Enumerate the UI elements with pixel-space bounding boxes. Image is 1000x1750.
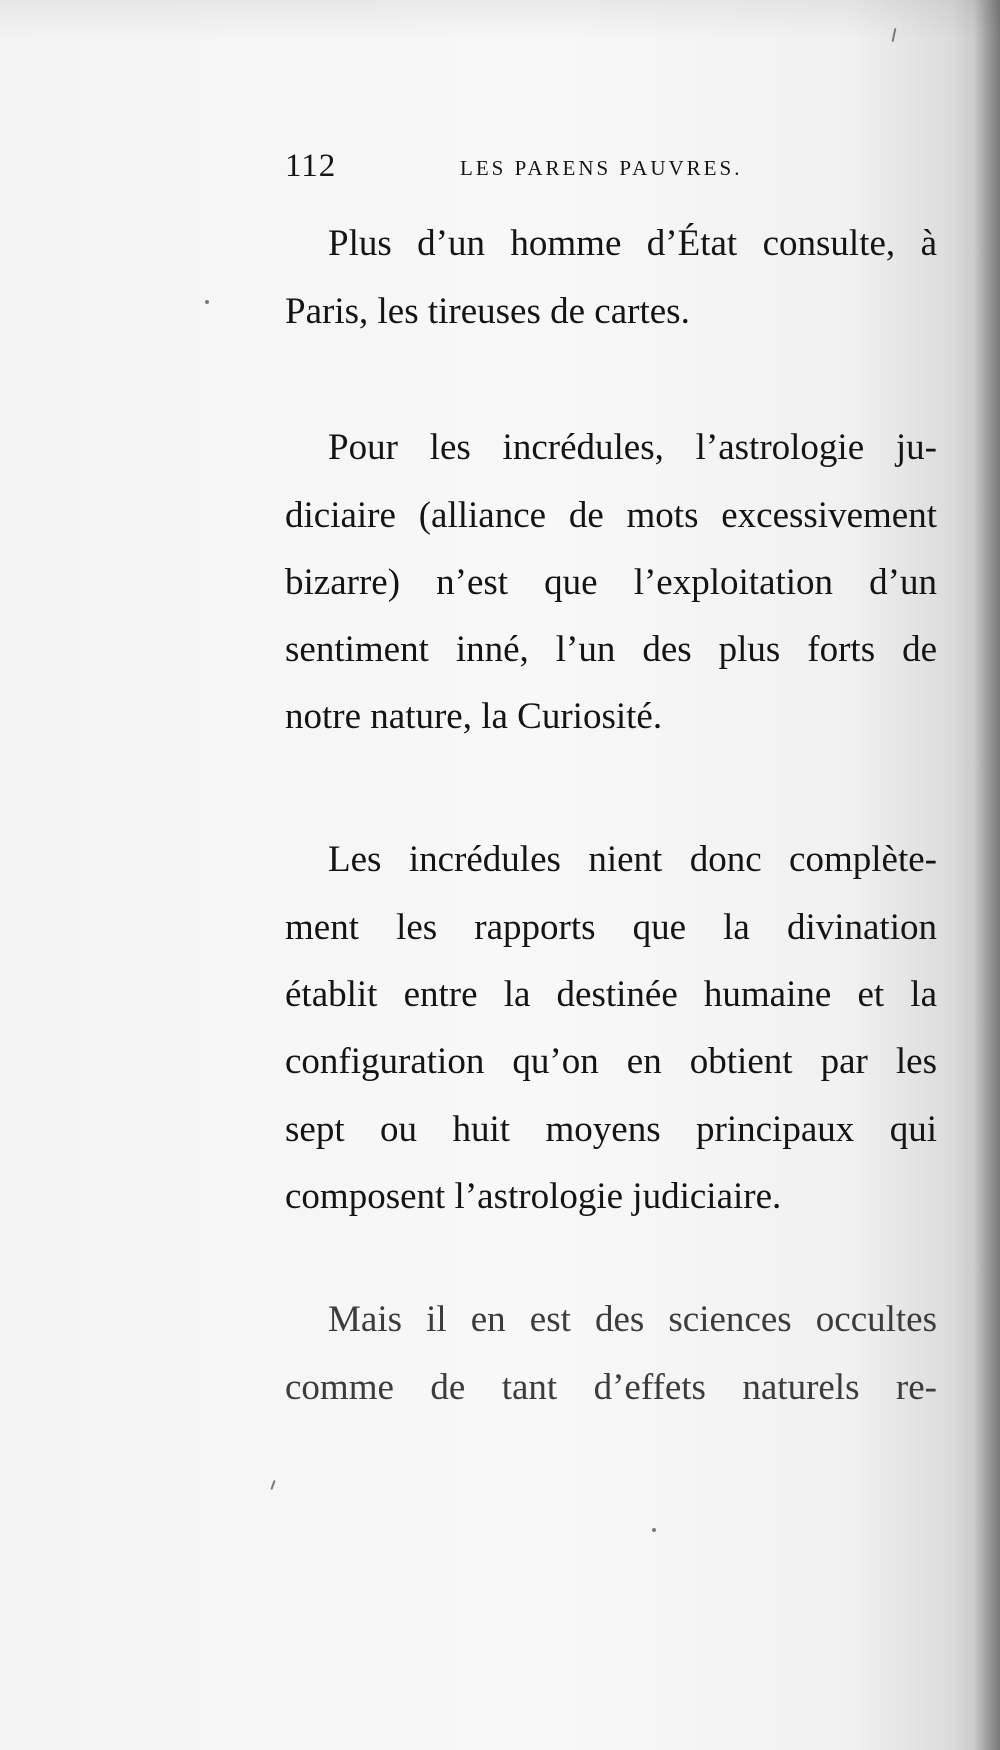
paragraph-4-line-1: Mais il en est des sciences occultes <box>328 1299 937 1340</box>
paragraph-1-line-2: Paris, les tireuses de cartes. <box>285 291 690 332</box>
paragraph-2-line-3: bizarre) n’est que l’exploitation d’un <box>285 562 937 603</box>
paragraph-2-line-1: Pour les incrédules, l’astrologie ju- <box>328 427 937 468</box>
paragraph-1-line-1: Plus d’un homme d’État consulte, à <box>328 223 937 264</box>
running-head <box>285 148 780 188</box>
paper-speck <box>205 300 209 304</box>
running-title: LES PARENS PAUVRES. <box>460 156 743 180</box>
paragraph-2-line-4: sentiment inné, l’un des plus forts de <box>285 629 937 670</box>
paragraph-3-line-1: Les incrédules nient donc complète- <box>328 839 937 880</box>
page-edge-shadow <box>974 0 1000 1750</box>
paragraph-3-line-5: sept ou huit moyens principaux qui <box>285 1109 937 1150</box>
paragraph-3-line-4: configuration qu’on en obtient par les <box>285 1041 937 1082</box>
paper-mark <box>270 1480 275 1490</box>
paragraph-2-line-2: diciaire (alliance de mots excessivement <box>285 495 937 536</box>
top-shadow <box>0 0 1000 40</box>
paper-speck <box>652 1528 656 1532</box>
paragraph-3-line-3: établit entre la destinée humaine et la <box>285 974 937 1015</box>
page-number: 112 <box>285 148 337 184</box>
paragraph-3-line-2: ment les rapports que la divination <box>285 907 937 948</box>
paragraph-2-line-5: notre nature, la Curiosité. <box>285 696 663 737</box>
paragraph-4-line-2: comme de tant d’effets naturels re- <box>285 1367 937 1408</box>
paragraph-3-line-6: composent l’astrologie judiciaire. <box>285 1176 782 1217</box>
